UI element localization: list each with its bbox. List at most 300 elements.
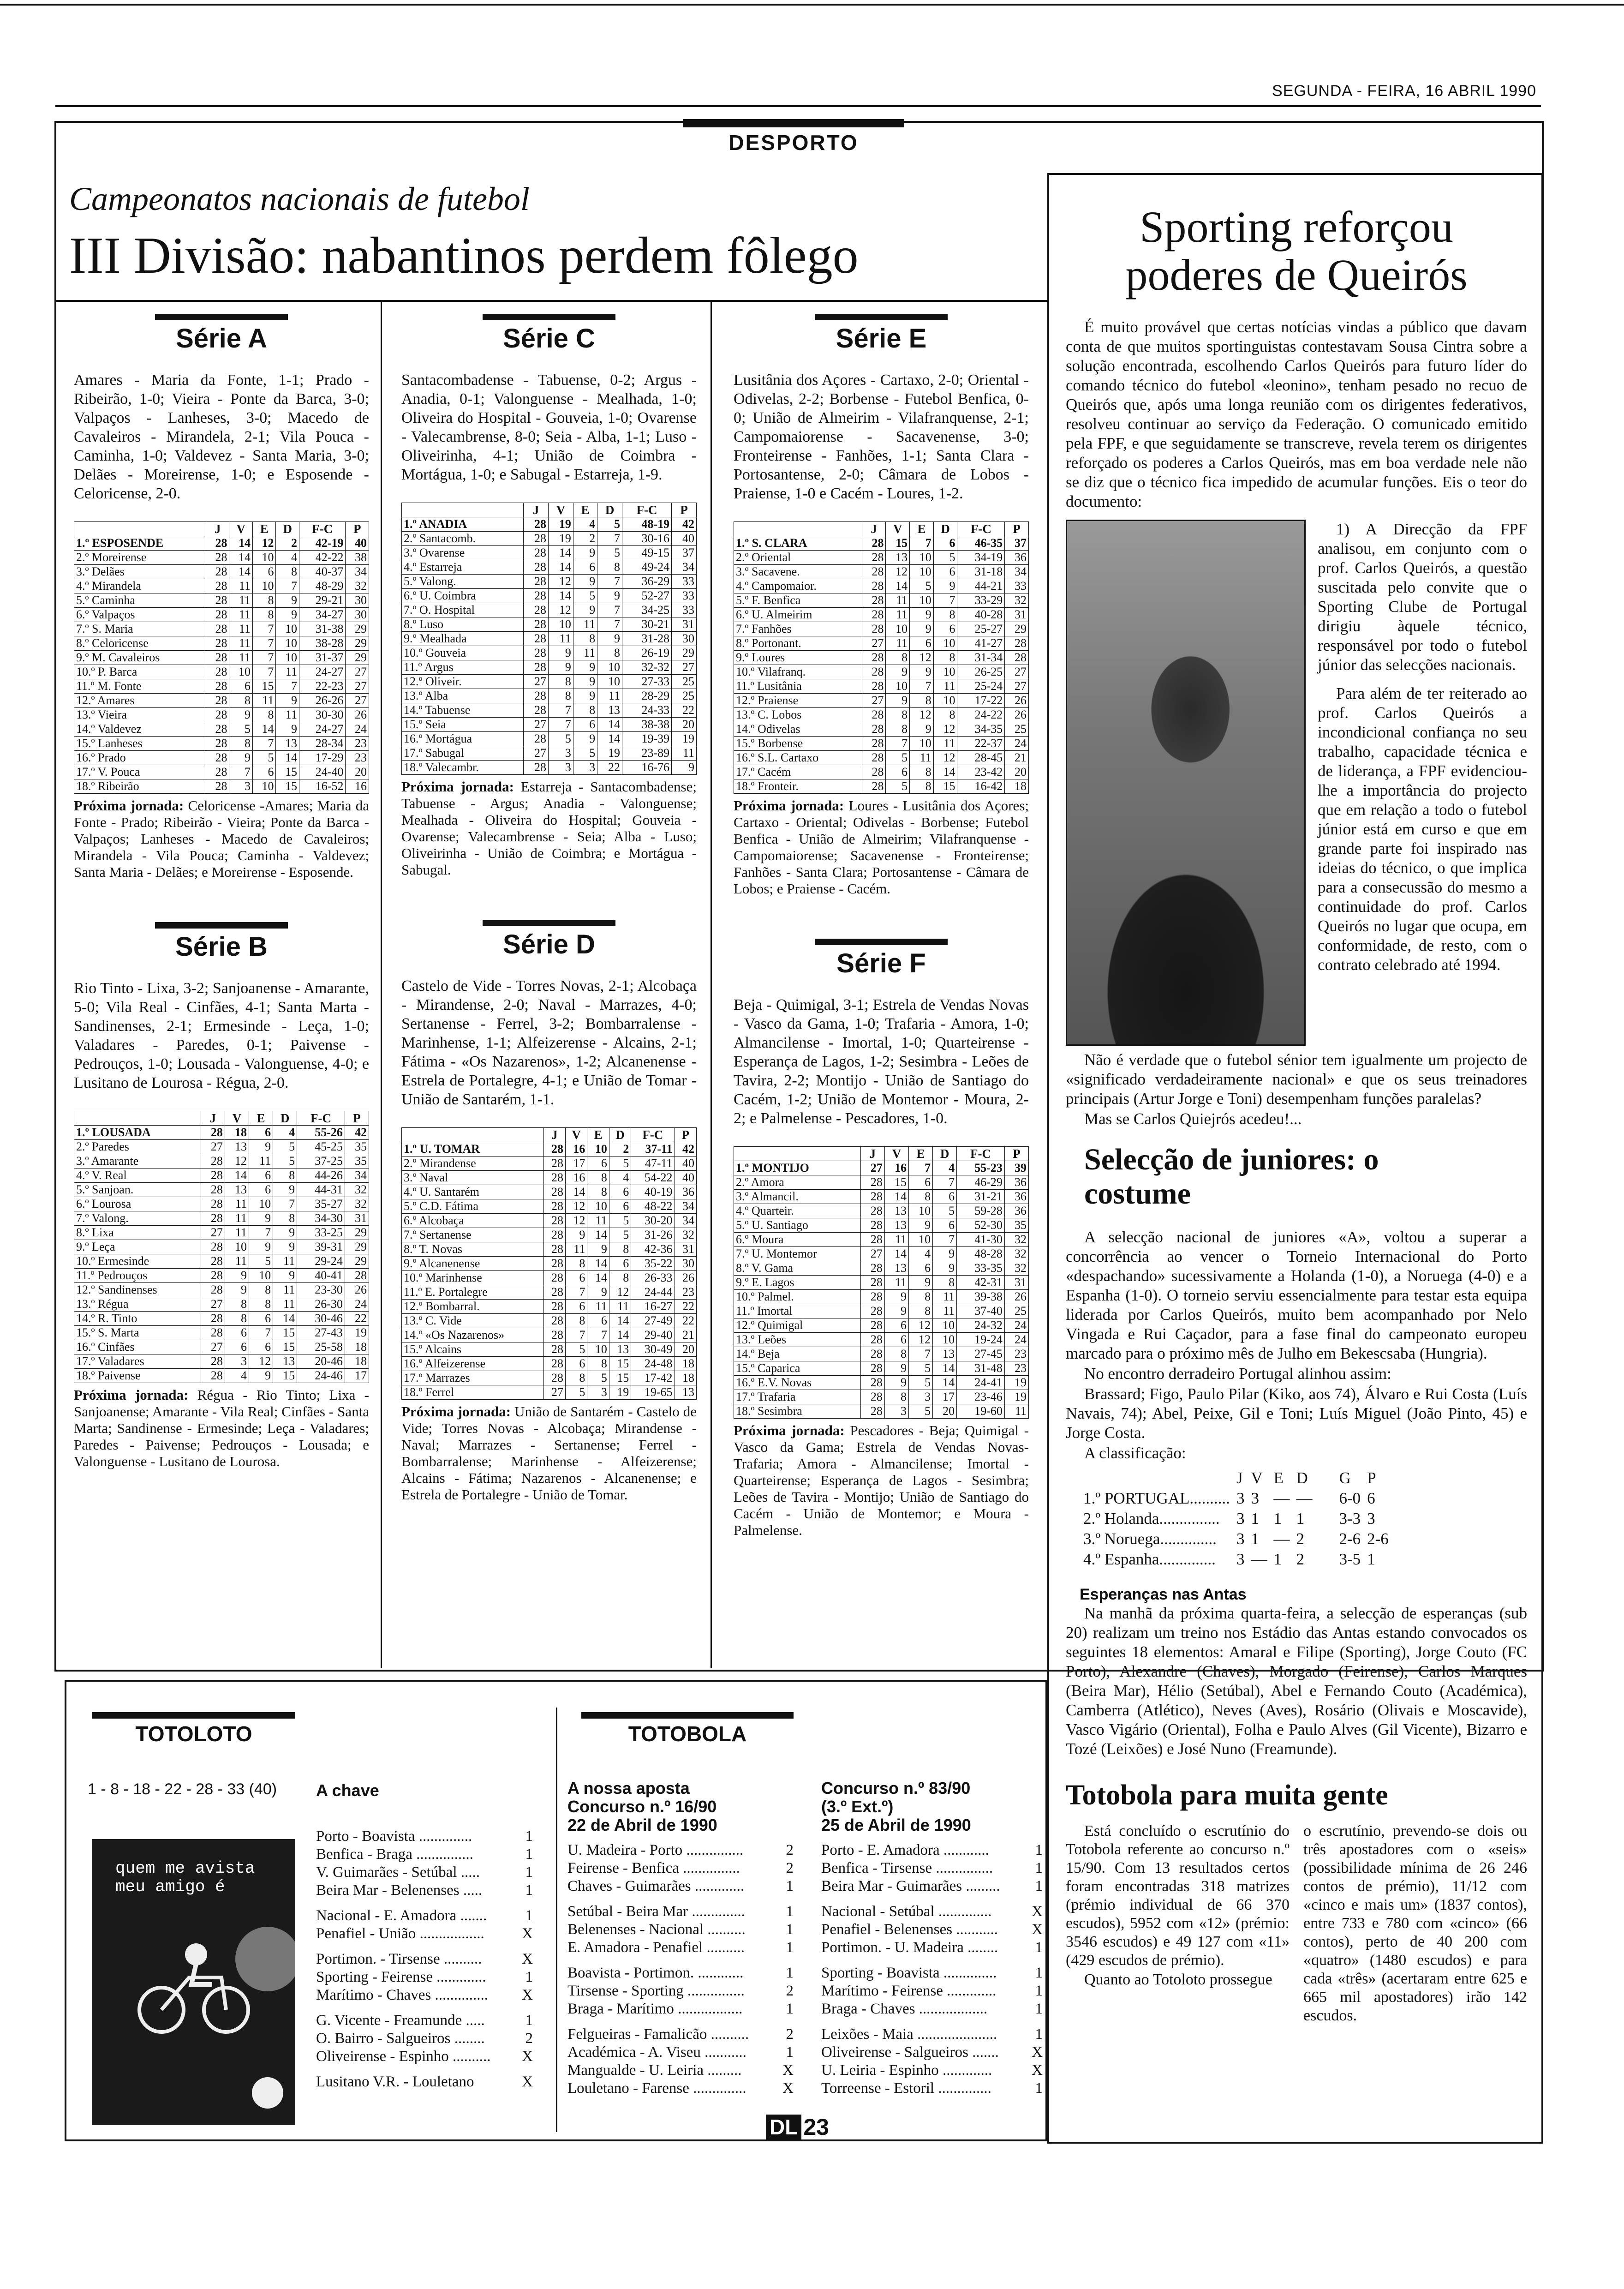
team-cell: 15.º Seia: [402, 718, 524, 732]
kicker: Campeonatos nacionais de futebol: [69, 180, 530, 217]
stat-cell: 28: [206, 679, 229, 694]
team-cell: 15.º Alcains: [402, 1342, 544, 1357]
stat-cell: 7: [249, 1326, 273, 1340]
table-header-row: [74, 1111, 369, 1126]
stat-cell: 7: [252, 636, 276, 651]
stat-cell: 28: [543, 1199, 565, 1214]
stat-cell: 6: [933, 565, 957, 579]
stat-cell: 9: [273, 1240, 297, 1254]
stat-cell: 18: [1005, 779, 1029, 794]
game-label: Académica - A. Viseu ...........: [567, 2044, 746, 2061]
stat-cell: 28: [860, 1261, 884, 1276]
game-label: Sporting - Boavista ..............: [821, 1965, 997, 1981]
stat-cell: 17: [566, 1156, 587, 1171]
stat-cell: 5: [573, 746, 597, 761]
table-row: [402, 1242, 697, 1257]
class-cell: 3-3: [1339, 1510, 1361, 1528]
game-label: Braga - Chaves ..................: [821, 2001, 988, 2017]
table-row: [74, 737, 369, 751]
game-row: [567, 2043, 794, 2061]
class-cell: 3: [1236, 1510, 1245, 1528]
totobola-bar: [581, 1712, 794, 1719]
stat-cell: 24-41: [957, 1376, 1005, 1390]
team-cell: 10.º Gouveia: [402, 646, 524, 660]
sporting-p1: 1) A Direcção da FPF analisou, em conjunto com o prof. Carlos Queirós, a questão suscitada pelo convite que o Sporting Clube de Portugal dirigiu àquele técnico, responsável por todo o futebol júnior das selecções nacionais.: [1318, 520, 1527, 674]
team-cell: 11.º Argus: [402, 660, 524, 675]
stat-cell: 7: [566, 1285, 587, 1300]
stat-cell: 9: [908, 1218, 932, 1233]
totobola-news-c2: o escrutínio, prevendo-se dois ou três apostadores com o «seis» (possibilidade mínima de 26 246 contos de prémio), 11/12 com «cinco e mais um» (1837 contos), entre 733 e 780 com «cinco» (66 contos), perto de 40 200 com «quatro» (1480 escudos) e para cada «três» (acertaram entre 625 e 665 mil apostadores) irão 142 escudos.: [1303, 1822, 1527, 2024]
stat-cell: 26: [345, 1283, 369, 1297]
stat-cell: 26-19: [622, 646, 672, 660]
table-header-cell: J: [862, 522, 886, 536]
game-row: [567, 2079, 794, 2097]
stat-cell: 9: [908, 1276, 932, 1290]
stat-cell: 28: [860, 1404, 884, 1419]
game-label: Braga - Marítimo .................: [567, 2001, 743, 2017]
game-prediction: 1: [786, 1903, 794, 1920]
table-header-cell: P: [346, 522, 369, 536]
serie-b-results: Rio Tinto - Lixa, 3-2; Sanjoanense - Amarante, 5-0; Vila Real - Cinfães, 4-1; Santa Marta - Sandinenses, 2-1; Ermesinde - Leça, 1-0; Valadares - Paredes, 0-1; Paivense - Pedrouços, 1-0; Lousada - Valonguense, 4-0; e Lusitano de Lourosa - Régua, 2-0.: [74, 980, 369, 1091]
stat-cell: 13: [225, 1183, 249, 1197]
totoloto-title: TOTOLOTO: [135, 1722, 252, 1746]
serie-d-table: [401, 1127, 697, 1400]
stat-cell: 31-37: [299, 651, 346, 665]
serie-a-table: [74, 521, 369, 794]
team-cell: 12.º Praiense: [734, 694, 862, 708]
stat-cell: 11: [273, 1254, 297, 1269]
stat-cell: 12: [225, 1154, 249, 1168]
date-rule: [55, 105, 1541, 107]
stat-cell: 37-11: [631, 1142, 675, 1156]
stat-cell: 23: [346, 737, 369, 751]
stat-cell: 44-26: [297, 1168, 345, 1183]
table-header-cell: V: [884, 1147, 908, 1161]
team-cell: 9.º M. Cavaleiros: [74, 651, 206, 665]
stat-cell: 5: [566, 1342, 587, 1357]
game-row: [567, 2025, 794, 2043]
team-cell: 7.º O. Hospital: [402, 603, 524, 617]
table-row: [402, 1142, 697, 1156]
stat-cell: 8: [273, 1168, 297, 1183]
stat-cell: 9: [573, 689, 597, 703]
game-row: [821, 1921, 1043, 1939]
table-header-cell: D: [273, 1111, 297, 1126]
stat-cell: 8: [549, 689, 573, 703]
stat-cell: 9: [225, 1283, 249, 1297]
team-cell: 14.º «Os Nazarenos»: [402, 1328, 544, 1342]
stat-cell: 11: [933, 1290, 957, 1304]
game-prediction: 1: [525, 1907, 533, 1924]
stat-cell: 6: [249, 1183, 273, 1197]
stat-cell: 9: [910, 608, 934, 622]
team-cell: 5.º F. Benfica: [734, 593, 862, 608]
stat-cell: 35: [345, 1140, 369, 1154]
table-row: [74, 765, 369, 779]
juniores-p2: No encontro derradeiro Portugal alinhou assim:: [1084, 1365, 1391, 1383]
team-cell: 4.º Mirandela: [74, 579, 206, 593]
game-label: Tirsense - Sporting ...............: [567, 1983, 745, 1999]
table-row: [74, 622, 369, 636]
stat-cell: 3: [229, 779, 253, 794]
stat-cell: 13: [884, 1204, 908, 1218]
stat-cell: 12: [249, 1354, 273, 1369]
game-prediction: 1: [1035, 1860, 1043, 1876]
column-3: [734, 314, 1029, 1539]
table-header-cell: J: [206, 522, 229, 536]
class-h4: D: [1296, 1469, 1308, 1487]
stat-cell: 10: [908, 1233, 932, 1247]
stat-cell: 28: [862, 665, 886, 679]
stat-cell: 12: [566, 1199, 587, 1214]
stat-cell: 28: [862, 765, 886, 779]
motorcycle-icon: [92, 1904, 295, 2125]
stat-cell: 6: [225, 1326, 249, 1340]
stat-cell: 28: [345, 1269, 369, 1283]
game-prediction: 1: [1035, 2026, 1043, 2043]
sporting-intro: É muito provável que certas notícias vindas a público que davam conta de que muitos sportinguistas contestavam Sousa Cintra sobre a solução encontrada, escolhendo Carlos Queirós para futuro líder do comando técnico do futebol «leonino», tenham pesado no recuo de Queirós que, após uma longa reunião com os dirigentes federativos, resolveu continuar ao serviço da Federação. O comunicado emitido pela FPF, e que seguidamente se transcreve, revela terem os dirigentes reforçado os poderes a Carlos Queirós, mas em boa verdade nele não se diz que o técnico fica impedido de acumular funções. Eis o teor do documento:: [1066, 318, 1527, 510]
team-cell: 10.º P. Barca: [74, 665, 206, 679]
stat-cell: 14: [886, 579, 910, 593]
stat-cell: 40: [672, 532, 697, 546]
table-row: [734, 665, 1029, 679]
stat-cell: 44-21: [957, 579, 1005, 593]
stat-cell: 28: [201, 1154, 225, 1168]
stat-cell: 29: [1005, 622, 1029, 636]
stat-cell: 31: [675, 1242, 696, 1257]
table-row: [74, 565, 369, 579]
stat-cell: 9: [587, 1285, 609, 1300]
serie-a-bar: [155, 314, 288, 320]
stat-cell: 16-27: [631, 1300, 675, 1314]
stat-cell: 18: [345, 1354, 369, 1369]
stat-cell: 7: [252, 651, 276, 665]
totoloto-bar: [92, 1712, 295, 1719]
stat-cell: 28: [206, 665, 229, 679]
table-row: [734, 1304, 1029, 1318]
stat-cell: 9: [884, 1304, 908, 1318]
table-row: [74, 536, 369, 551]
class-rows: [1081, 1489, 1391, 1569]
game-label: Setúbal - Beira Mar ..............: [567, 1903, 745, 1920]
sporting-photo-text: [1318, 520, 1527, 1046]
stat-cell: 7: [933, 593, 957, 608]
stat-cell: 22-23: [299, 679, 346, 694]
stat-cell: 5: [252, 751, 276, 765]
stat-cell: 49-24: [622, 560, 672, 575]
stat-cell: 28: [206, 708, 229, 722]
stat-cell: 5: [609, 1156, 631, 1171]
sporting-title: Sporting reforçou poderes de Queirós: [1125, 202, 1468, 300]
stat-cell: 28: [862, 608, 886, 622]
table-header-cell: F-C: [297, 1111, 345, 1126]
stat-cell: 33: [1005, 579, 1029, 593]
totobola-news-c1b: Quanto ao Totoloto prossegue: [1084, 1971, 1272, 1988]
game-label: Portimon. - U. Madeira ........: [821, 1939, 998, 1956]
stat-cell: 32: [346, 579, 369, 593]
stat-cell: 26: [1005, 694, 1029, 708]
stat-cell: 11: [886, 593, 910, 608]
stat-cell: 23: [1004, 1347, 1028, 1361]
stat-cell: 29-24: [297, 1254, 345, 1269]
stat-cell: 14: [276, 751, 299, 765]
list-gap: [316, 1943, 533, 1950]
stat-cell: 24-48: [631, 1357, 675, 1371]
serie-e-next-text: Loures - Lusitânia dos Açores; Cartaxo - Oriental; Odivelas - Borbense; Futebol Benfica - União de Almeirim; Vilafranquense - Campomaiorense; Sacavenense - Fronteirense; Fanhões - Santa Clara; Portosantense - Câmara de Lobos; e Praiense - Cacém.: [734, 797, 1029, 897]
team-cell: 3.º Amarante: [74, 1154, 201, 1168]
stat-cell: 9: [229, 708, 253, 722]
stat-cell: 8: [225, 1312, 249, 1326]
table-row: [74, 722, 369, 737]
stat-cell: 6: [587, 1156, 609, 1171]
juniores-body: [1066, 1228, 1527, 1463]
team-cell: 16.º E.V. Novas: [734, 1376, 861, 1390]
stat-cell: 6: [910, 636, 934, 651]
stat-cell: 11: [229, 593, 253, 608]
team-cell: 10.º Ermesinde: [74, 1254, 201, 1269]
team-cell: 4.º Quarteir.: [734, 1204, 861, 1218]
stat-cell: 31-21: [957, 1190, 1005, 1204]
stat-cell: 6: [566, 1271, 587, 1285]
stat-cell: 8: [908, 1304, 932, 1318]
table-header-cell: D: [609, 1128, 631, 1142]
stat-cell: 28: [206, 694, 229, 708]
stat-cell: 11: [549, 632, 573, 646]
table-row: [74, 651, 369, 665]
stat-cell: 37: [1005, 536, 1029, 551]
game-label: Boavista - Portimon. ............: [567, 1965, 744, 1981]
stat-cell: 10: [933, 1318, 957, 1333]
table-row: [402, 1199, 697, 1214]
stat-cell: 9: [276, 722, 299, 737]
stat-cell: 10: [597, 660, 622, 675]
stat-cell: 27: [524, 675, 549, 689]
game-row: [567, 1859, 794, 1877]
table-row: [734, 1404, 1029, 1419]
stat-cell: 28: [206, 551, 229, 565]
table-row: [402, 1314, 697, 1328]
stat-cell: 28: [543, 1357, 565, 1371]
team-cell: 9.º Leça: [74, 1240, 201, 1254]
list-gap: [821, 1957, 1043, 1964]
stat-cell: 28: [206, 622, 229, 636]
stat-cell: 8: [884, 1390, 908, 1404]
stat-cell: 27-45: [957, 1347, 1005, 1361]
stat-cell: 11: [1004, 1404, 1028, 1419]
concurso-head: [821, 1779, 971, 1834]
stat-cell: 28: [543, 1328, 565, 1342]
stat-cell: 14: [587, 1271, 609, 1285]
stat-cell: 4: [908, 1247, 932, 1261]
table-header-cell: E: [249, 1111, 273, 1126]
team-cell: 5.º Valong.: [402, 575, 524, 589]
table-row: [74, 1240, 369, 1254]
table-row: [402, 589, 697, 603]
table-header-row: [734, 522, 1029, 536]
stat-cell: 10: [597, 675, 622, 689]
stat-cell: 5: [933, 1204, 957, 1218]
stat-cell: 9: [884, 1376, 908, 1390]
stat-cell: 11: [229, 622, 253, 636]
stat-cell: 28: [543, 1285, 565, 1300]
team-cell: 8.º T. Novas: [402, 1242, 544, 1257]
stat-cell: 35: [1004, 1218, 1028, 1233]
class-cell: 1.º PORTUGAL..........: [1083, 1489, 1230, 1507]
stat-cell: 7: [597, 617, 622, 632]
stat-cell: 16-42: [957, 779, 1005, 794]
table-header-cell: J: [543, 1128, 565, 1142]
stat-cell: 25: [672, 689, 697, 703]
serie-b-table: [74, 1111, 369, 1383]
serie-f-table: [734, 1146, 1029, 1419]
stat-cell: 14: [884, 1190, 908, 1204]
stat-cell: 26-26: [299, 694, 346, 708]
team-cell: 11.º E. Portalegre: [402, 1285, 544, 1300]
stat-cell: 9: [597, 632, 622, 646]
stat-cell: 6: [252, 565, 276, 579]
stat-cell: 6: [252, 765, 276, 779]
stat-cell: 42: [345, 1126, 369, 1140]
stat-cell: 9: [933, 579, 957, 593]
page-number: 23: [803, 2114, 829, 2140]
stat-cell: 7: [276, 679, 299, 694]
stat-cell: 12: [933, 751, 957, 765]
class-cell: 2.º Holanda...............: [1083, 1510, 1220, 1528]
stat-cell: 6: [933, 1190, 957, 1204]
aposta-head: [567, 1779, 717, 1834]
stat-cell: 38-28: [299, 636, 346, 651]
team-cell: 5.º Caminha: [74, 593, 206, 608]
stat-cell: 6: [933, 1218, 957, 1233]
table-row: [74, 1197, 369, 1211]
stat-cell: 28: [524, 532, 549, 546]
stat-cell: 13: [597, 703, 622, 718]
stat-cell: 11: [884, 1276, 908, 1290]
table-header-cell: P: [672, 503, 697, 517]
table-row: [402, 689, 697, 703]
game-label: Belenenses - Nacional ..........: [567, 1921, 746, 1938]
stat-cell: 16-52: [299, 779, 346, 794]
totoloto-header: [92, 1712, 295, 1746]
stat-cell: 19-65: [631, 1385, 675, 1400]
stat-cell: 29: [672, 646, 697, 660]
stat-cell: 8: [587, 1357, 609, 1371]
stat-cell: 14: [933, 765, 957, 779]
serie-e-table: [734, 521, 1029, 794]
stat-cell: 15: [273, 1326, 297, 1340]
table-row: [74, 1297, 369, 1312]
serie-d-next: [401, 1403, 697, 1503]
stat-cell: 23: [346, 751, 369, 765]
stat-cell: 30-49: [631, 1342, 675, 1357]
table-header-cell: E: [573, 503, 597, 517]
stat-cell: 44-31: [297, 1183, 345, 1197]
stat-cell: 48-28: [957, 1247, 1005, 1261]
stat-cell: 38: [346, 551, 369, 565]
section-label: DESPORTO: [728, 131, 859, 155]
stat-cell: 9: [573, 575, 597, 589]
game-prediction: 1: [786, 1878, 794, 1894]
stat-cell: 24-32: [957, 1318, 1005, 1333]
game-prediction: 1: [1035, 1939, 1043, 1956]
stat-cell: 29: [346, 651, 369, 665]
team-cell: 9.º Mealhada: [402, 632, 524, 646]
stat-cell: 11: [597, 689, 622, 703]
stat-cell: 14: [549, 589, 573, 603]
game-label: Nacional - Setúbal ..............: [821, 1903, 992, 1920]
game-row: [316, 1907, 533, 1925]
stat-cell: 27: [346, 665, 369, 679]
stat-cell: 28: [206, 765, 229, 779]
team-cell: 14.º Beja: [734, 1347, 861, 1361]
table-row: [402, 1271, 697, 1285]
game-row: [821, 1982, 1043, 2000]
game-label: Beira Mar - Guimarães .........: [821, 1878, 1000, 1894]
stat-cell: 34-19: [957, 551, 1005, 565]
game-prediction: 1: [786, 1939, 794, 1956]
stat-cell: 11: [273, 1297, 297, 1312]
stat-cell: 28: [524, 575, 549, 589]
stat-cell: 14: [252, 722, 276, 737]
stat-cell: 28: [862, 565, 886, 579]
stat-cell: 42-31: [957, 1276, 1005, 1290]
game-prediction: X: [522, 1925, 533, 1942]
class-cell: —: [1296, 1489, 1313, 1507]
table-row: [74, 1369, 369, 1383]
aposta-sub1: Concurso n.º 16/90: [567, 1797, 717, 1816]
stat-cell: 28: [862, 579, 886, 593]
stat-cell: 28: [543, 1156, 565, 1171]
game-label: Penafiel - Belenenses ...........: [821, 1921, 998, 1938]
stat-cell: 9: [229, 751, 253, 765]
stat-cell: 37-40: [957, 1304, 1005, 1318]
table-row: [402, 1385, 697, 1400]
stat-cell: 23-30: [297, 1283, 345, 1297]
table-row: [402, 632, 697, 646]
stat-cell: 11: [229, 579, 253, 593]
table-row: [402, 532, 697, 546]
table-row: [734, 1376, 1029, 1390]
stat-cell: 27-43: [297, 1326, 345, 1340]
stat-cell: 6: [566, 1357, 587, 1371]
stat-cell: 8: [573, 703, 597, 718]
table-row: [734, 1390, 1029, 1404]
stat-cell: 7: [910, 536, 934, 551]
stat-cell: 24-27: [299, 722, 346, 737]
stat-cell: 6: [249, 1340, 273, 1354]
stat-cell: 8: [566, 1257, 587, 1271]
game-row: [567, 1939, 794, 1957]
table-row: [734, 622, 1029, 636]
game-row: [821, 2061, 1043, 2079]
game-row: [821, 1877, 1043, 1895]
stat-cell: 7: [549, 703, 573, 718]
stat-cell: 11: [933, 1304, 957, 1318]
game-row: [821, 1859, 1043, 1877]
stat-cell: 22: [597, 761, 622, 775]
aposta-list: [567, 1841, 794, 2097]
stat-cell: 18: [675, 1371, 696, 1385]
table-row: [734, 1175, 1029, 1190]
table-row: [734, 1247, 1029, 1261]
stat-cell: 28: [543, 1257, 565, 1271]
esperancas-title: Esperanças nas Antas: [1080, 1586, 1247, 1603]
stat-cell: 10: [910, 737, 934, 751]
stat-cell: 28: [862, 751, 886, 765]
stat-cell: 8: [587, 1171, 609, 1185]
stat-cell: 28: [860, 1276, 884, 1290]
stat-cell: 8: [910, 779, 934, 794]
